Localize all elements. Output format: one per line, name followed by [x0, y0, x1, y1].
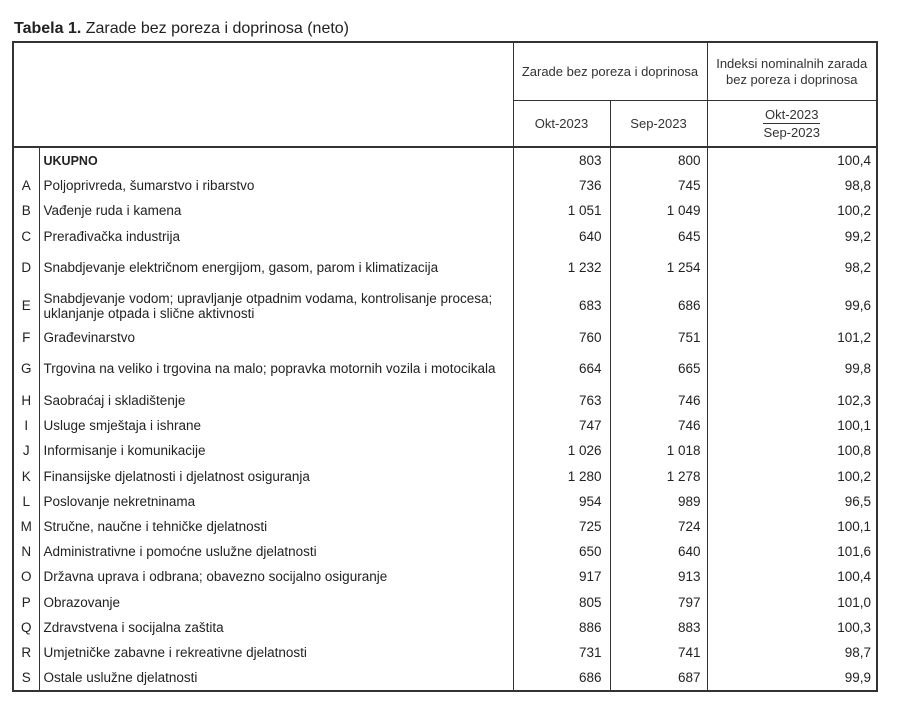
row-code: S: [13, 665, 39, 691]
row-value-sep: 686: [610, 287, 707, 325]
header-empty-cell-2: [13, 101, 513, 148]
table-row: [13, 514, 877, 539]
row-value-okt: 686: [513, 665, 610, 691]
row-value-sep: 1 254: [610, 249, 707, 287]
row-code: B: [13, 198, 39, 223]
row-index: 100,4: [707, 564, 877, 589]
row-label: Prerađivačka industrija: [39, 224, 513, 249]
row-value-okt: 805: [513, 589, 610, 614]
table-row: [13, 589, 877, 614]
row-value-sep: 883: [610, 615, 707, 640]
row-label: Snabdjevanje vodom; upravljanje otpadnim vodama, kontrolisanje procesa; uklanjanje otpada i slične aktivnosti: [39, 287, 513, 325]
table-row: [13, 287, 877, 325]
row-index: 99,6: [707, 287, 877, 325]
table-row: [13, 198, 877, 223]
row-value-okt: 1 280: [513, 464, 610, 489]
header-okt-2023: Okt-2023: [513, 101, 610, 148]
row-index: 100,4: [707, 147, 877, 173]
row-value-sep: 746: [610, 388, 707, 413]
table-row: [13, 665, 877, 691]
table-row: [13, 224, 877, 249]
row-value-okt: 725: [513, 514, 610, 539]
row-index: 101,6: [707, 539, 877, 564]
row-value-okt: 954: [513, 489, 610, 514]
row-code: N: [13, 539, 39, 564]
row-code: Q: [13, 615, 39, 640]
table-row: [13, 564, 877, 589]
row-code: J: [13, 438, 39, 463]
row-label: Usluge smještaja i ishrane: [39, 413, 513, 438]
table-row: [13, 325, 877, 350]
row-code: F: [13, 325, 39, 350]
row-code: M: [13, 514, 39, 539]
row-index: 98,7: [707, 640, 877, 665]
row-code: K: [13, 464, 39, 489]
row-code: R: [13, 640, 39, 665]
header-sep-2023: Sep-2023: [610, 101, 707, 148]
row-value-sep: 741: [610, 640, 707, 665]
table-title-number: Tabela 1.: [14, 20, 82, 37]
row-code: D: [13, 249, 39, 287]
row-code: L: [13, 489, 39, 514]
row-value-okt: 731: [513, 640, 610, 665]
row-value-okt: 1 051: [513, 198, 610, 223]
index-denominator: Sep-2023: [763, 125, 820, 140]
wages-table: [12, 41, 878, 692]
table-row: [13, 464, 877, 489]
table-body: [13, 147, 877, 691]
row-code: P: [13, 589, 39, 614]
row-index: 101,2: [707, 325, 877, 350]
row-value-okt: 683: [513, 287, 610, 325]
table-row: [13, 147, 877, 173]
row-label: Administrativne i pomoćne uslužne djelatnosti: [39, 539, 513, 564]
row-code: [13, 147, 39, 173]
row-label: Umjetničke zabavne i rekreativne djelatnosti: [39, 640, 513, 665]
row-value-sep: 1 049: [610, 198, 707, 223]
row-value-sep: 989: [610, 489, 707, 514]
row-index: 100,2: [707, 198, 877, 223]
row-value-sep: 800: [610, 147, 707, 173]
row-value-sep: 665: [610, 350, 707, 388]
row-value-sep: 745: [610, 173, 707, 198]
row-index: 100,1: [707, 413, 877, 438]
row-value-okt: 664: [513, 350, 610, 388]
row-label: UKUPNO: [39, 147, 513, 173]
row-label: Ostale uslužne djelatnosti: [39, 665, 513, 691]
header-wages-group: Zarade bez poreza i doprinosa: [513, 42, 707, 101]
table-title-text: Zarade bez poreza i doprinosa (neto): [81, 20, 350, 37]
row-index: 101,0: [707, 589, 877, 614]
row-index: 100,8: [707, 438, 877, 463]
table-row: [13, 640, 877, 665]
row-index: 96,5: [707, 489, 877, 514]
row-value-sep: 645: [610, 224, 707, 249]
row-value-okt: 1 026: [513, 438, 610, 463]
header-row-2: [13, 101, 877, 148]
row-label: Obrazovanje: [39, 589, 513, 614]
row-label: Informisanje i komunikacije: [39, 438, 513, 463]
header-empty-cell: [13, 42, 513, 101]
row-label: Vađenje ruda i kamena: [39, 198, 513, 223]
row-code: C: [13, 224, 39, 249]
row-value-okt: 640: [513, 224, 610, 249]
row-code: G: [13, 350, 39, 388]
table-row: [13, 615, 877, 640]
table-row: [13, 489, 877, 514]
row-value-okt: 736: [513, 173, 610, 198]
header-index-ratio: [707, 101, 877, 148]
row-index: 98,2: [707, 249, 877, 287]
header-row-1: [13, 42, 877, 101]
row-value-okt: 650: [513, 539, 610, 564]
row-value-okt: 760: [513, 325, 610, 350]
row-label: Saobraćaj i skladištenje: [39, 388, 513, 413]
row-code: O: [13, 564, 39, 589]
row-label: Državna uprava i odbrana; obavezno socijalno osiguranje: [39, 564, 513, 589]
table-row: [13, 388, 877, 413]
row-value-sep: 640: [610, 539, 707, 564]
table-row: [13, 249, 877, 287]
row-value-sep: 724: [610, 514, 707, 539]
header-index-title: Indeksi nominalnih zarada bez poreza i doprinosa: [707, 42, 877, 101]
row-index: 98,8: [707, 173, 877, 198]
row-value-sep: 797: [610, 589, 707, 614]
table-row: [13, 350, 877, 388]
row-value-okt: 763: [513, 388, 610, 413]
row-label: Poljoprivreda, šumarstvo i ribarstvo: [39, 173, 513, 198]
row-code: H: [13, 388, 39, 413]
row-label: Stručne, naučne i tehničke djelatnosti: [39, 514, 513, 539]
row-index: 100,1: [707, 514, 877, 539]
row-value-sep: 1 018: [610, 438, 707, 463]
row-index: 99,8: [707, 350, 877, 388]
row-value-okt: 886: [513, 615, 610, 640]
table-row: [13, 438, 877, 463]
row-index: 99,2: [707, 224, 877, 249]
row-value-sep: 751: [610, 325, 707, 350]
row-label: Snabdjevanje električnom energijom, gasom, parom i klimatizacija: [39, 249, 513, 287]
row-value-sep: 746: [610, 413, 707, 438]
row-value-sep: 913: [610, 564, 707, 589]
row-value-sep: 687: [610, 665, 707, 691]
index-numerator: Okt-2023: [765, 107, 819, 122]
row-value-okt: 1 232: [513, 249, 610, 287]
row-label: Građevinarstvo: [39, 325, 513, 350]
row-code: I: [13, 413, 39, 438]
row-value-sep: 1 278: [610, 464, 707, 489]
row-index: 99,9: [707, 665, 877, 691]
table-row: [13, 539, 877, 564]
row-value-okt: 803: [513, 147, 610, 173]
row-index: 102,3: [707, 388, 877, 413]
row-label: Poslovanje nekretninama: [39, 489, 513, 514]
row-label: Trgovina na veliko i trgovina na malo; popravka motornih vozila i motocikala: [39, 350, 513, 388]
row-label: Finansijske djelatnosti i djelatnost osiguranja: [39, 464, 513, 489]
table-row: [13, 413, 877, 438]
row-code: E: [13, 287, 39, 325]
row-value-okt: 747: [513, 413, 610, 438]
row-value-okt: 917: [513, 564, 610, 589]
table-title: [14, 19, 349, 39]
row-code: A: [13, 173, 39, 198]
row-index: 100,2: [707, 464, 877, 489]
table-row: [13, 173, 877, 198]
row-index: 100,3: [707, 615, 877, 640]
row-label: Zdravstvena i socijalna zaštita: [39, 615, 513, 640]
